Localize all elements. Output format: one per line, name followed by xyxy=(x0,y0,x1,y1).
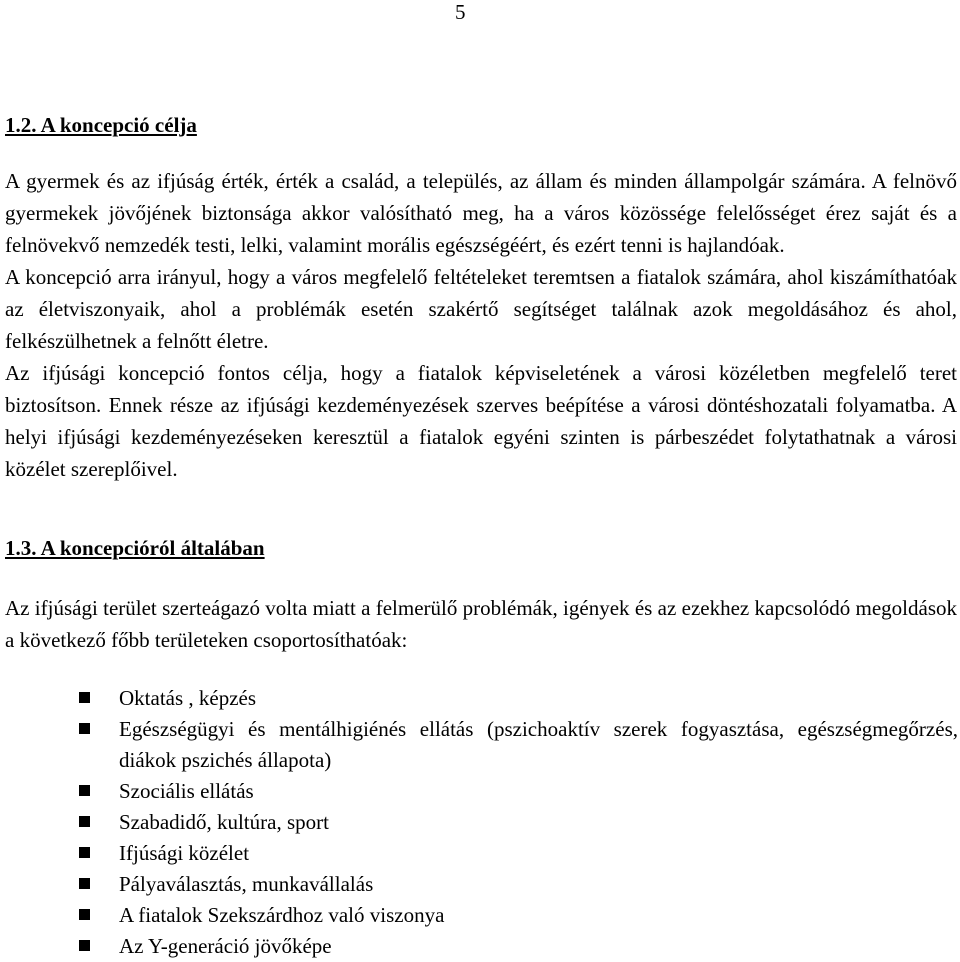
square-bullet-icon xyxy=(79,909,90,920)
paragraph-1: A gyermek és az ifjúság érték, érték a család, a település, az állam és minden állampolgár számára. A felnövő gyermekek jövőjének biztonsága akkor valósítható meg, ha a város közössége felelősséget érez saját és a felnövekvő nemzedék testi, lelki, valamint morális egészségéért, és ezért tenni is hajlandóak. xyxy=(5,169,957,257)
intro-paragraph: Az ifjúsági terület szerteágazó volta miatt a felmerülő problémák, igények és az ezekhez kapcsolódó megoldások a következő főbb területeken csoportosíthatóak: xyxy=(5,596,957,652)
list-item xyxy=(0,776,958,807)
section-1-2-body xyxy=(5,165,957,485)
square-bullet-icon xyxy=(79,847,90,858)
list-item xyxy=(0,683,958,714)
list-item-text: Az Y-generáció jövőképe xyxy=(119,934,332,958)
section-heading-1-2: 1.2. A koncepció célja xyxy=(5,113,197,137)
section-1-3-intro xyxy=(5,592,957,656)
square-bullet-icon xyxy=(79,816,90,827)
list-item-text: Szabadidő, kultúra, sport xyxy=(119,810,329,834)
list-item xyxy=(0,807,958,838)
square-bullet-icon xyxy=(79,878,90,889)
paragraph-2: A koncepció arra irányul, hogy a város megfelelő feltételeket teremtsen a fiatalok számára, ahol kiszámíthatóak az életviszonyaik, ahol a problémák esetén szakértő segítséget találnak azok megoldásához és ahol, felkészülhetnek a felnőtt életre. xyxy=(5,265,957,353)
square-bullet-icon xyxy=(79,723,90,734)
list-item-text: A fiatalok Szekszárdhoz való viszonya xyxy=(119,903,445,927)
list-item xyxy=(0,900,958,931)
list-item-text: Oktatás , képzés xyxy=(119,686,257,710)
list-item-text: Egészségügyi és mentálhigiénés ellátás (pszichoaktív szerek fogyasztása, egészségmegőrzés, diákok pszichés állapota) xyxy=(119,717,958,772)
page-number: 5 xyxy=(455,0,466,24)
list-item-text: Ifjúsági közélet xyxy=(119,841,250,865)
list-item-text: Pályaválasztás, munkavállalás xyxy=(119,872,374,896)
list-item xyxy=(0,714,958,776)
topic-list xyxy=(0,683,958,962)
list-item xyxy=(0,931,958,962)
paragraph-3: Az ifjúsági koncepció fontos célja, hogy a fiatalok képviseletének a városi közéletben megfelelő teret biztosítson. Ennek része az ifjúsági kezdeményezések szerves beépítése a városi döntéshozatali folyamatba. A helyi ifjúsági kezdeményezéseken keresztül a fiatalok egyéni szinten is párbeszédet folytathatnak a városi közélet szereplőivel. xyxy=(5,361,957,481)
list-item-text: Szociális ellátás xyxy=(119,779,254,803)
square-bullet-icon xyxy=(79,940,90,951)
list-item xyxy=(0,869,958,900)
square-bullet-icon xyxy=(79,785,90,796)
square-bullet-icon xyxy=(79,692,90,703)
list-item xyxy=(0,838,958,869)
section-heading-1-3: 1.3. A koncepcióról általában xyxy=(5,536,265,560)
